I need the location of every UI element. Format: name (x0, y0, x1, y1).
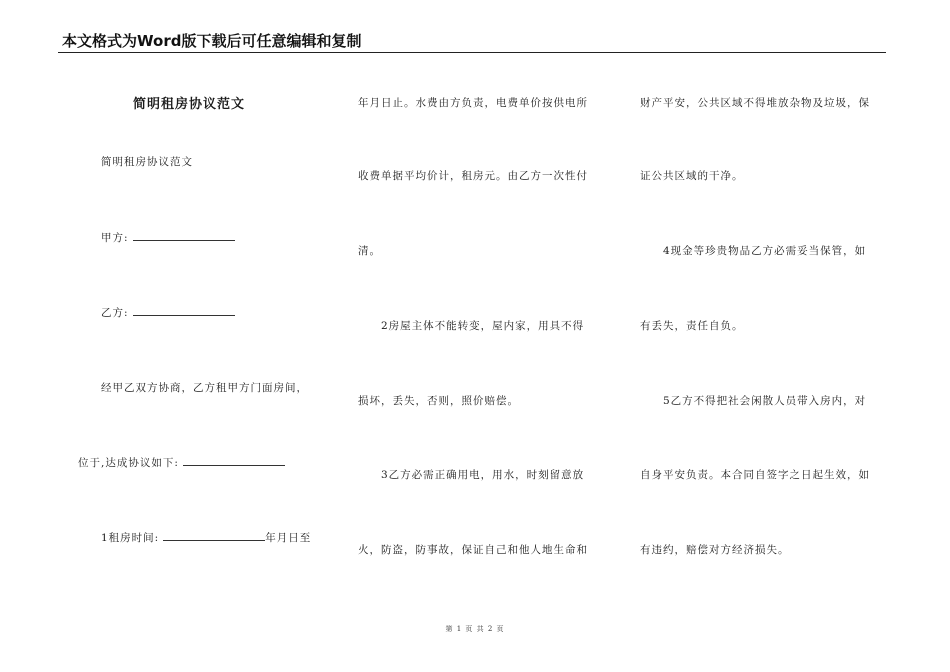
col2-line-3: 清。 (358, 245, 381, 257)
col3-line-2: 证公共区域的干净。 (640, 170, 744, 182)
document-header: 本文格式为Word版下载后可任意编辑和复制 (62, 32, 362, 50)
paragraph-line: 经甲乙双方协商，乙方租甲方门面房间， (101, 382, 308, 394)
rent-period-label: 1租房时间: (101, 532, 160, 544)
col3-line-7: 有违约，赔偿对方经济损失。 (640, 544, 790, 556)
header-divider (58, 52, 886, 53)
rent-period-blank (163, 532, 265, 541)
col2-line-5: 损坏，丢失，否则，照价赔偿。 (358, 395, 519, 407)
col3-line-1: 财产平安，公共区域不得堆放杂物及垃圾，保 (640, 97, 870, 109)
col3-line-3: 4现金等珍贵物品乙方必需妥当保管，如 (663, 245, 867, 257)
party-a-label: 甲方: (101, 232, 129, 244)
col2-line-2: 收费单据平均价计，租房元。由乙方一次性付 (358, 170, 588, 182)
rent-period-line (101, 530, 311, 545)
col2-line-1: 年月日止。水费由方负责，电费单价按供电所 (358, 97, 588, 109)
subtitle-line: 简明租房协议范文 (101, 156, 193, 168)
party-a-line (101, 230, 235, 245)
col3-line-6: 自身平安负责。本合同自签字之日起生效，如 (640, 469, 870, 481)
party-b-line (101, 305, 235, 320)
col2-line-6: 3乙方必需正确用电，用水，时刻留意放 (381, 469, 585, 481)
party-b-blank (133, 307, 235, 316)
col3-line-5: 5乙方不得把社会闲散人员带入房内，对 (663, 395, 867, 407)
page-number: 第 1 页 共 2 页 (445, 625, 505, 633)
col3-line-4: 有丢失，责任自负。 (640, 320, 744, 332)
party-b-label: 乙方: (101, 307, 129, 319)
col2-line-7: 火，防盗，防事故，保证自己和他人地生命和 (358, 544, 588, 556)
location-blank (183, 457, 285, 466)
location-line (78, 455, 285, 470)
party-a-blank (133, 232, 235, 241)
document-title: 简明租房协议范文 (133, 97, 246, 112)
location-label: 位于,达成协议如下: (78, 457, 179, 469)
rent-period-suffix: 年月日至 (265, 532, 312, 544)
col2-line-4: 2房屋主体不能转变，屋内家，用具不得 (381, 320, 585, 332)
